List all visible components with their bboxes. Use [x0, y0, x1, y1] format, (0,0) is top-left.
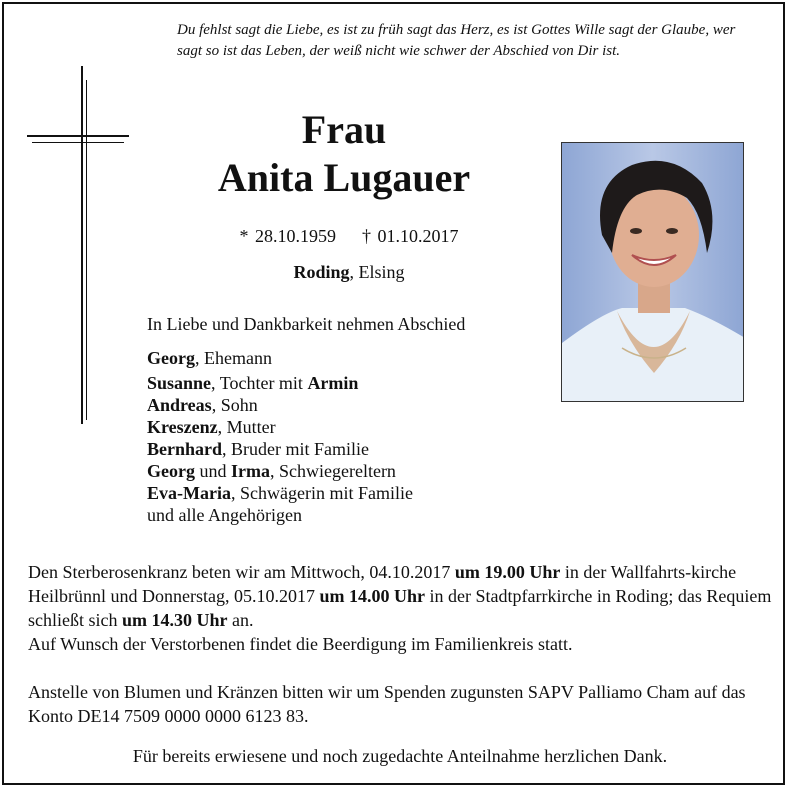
residence-district: , Elsing	[349, 262, 405, 282]
mourner-row: Susanne, Tochter mit Armin	[147, 373, 359, 393]
burial-note: Auf Wunsch der Verstorbenen findet die Beerdigung im Familienkreis statt.	[28, 634, 573, 654]
thanks-line: Für bereits erwiesene und noch zugedachte Anteilnahme herzlichen Dank.	[132, 746, 668, 766]
donation-request: Anstelle von Blumen und Kränzen bitten wir um Spenden zugunsten SAPV Palliamo Cham auf das Konto DE14 7509 0000 0000 6123 83.	[28, 682, 746, 726]
service-announcement: Den Sterberosenkranz beten wir am Mittwoch, 04.10.2017 um 19.00 Uhr in der Wallfahrts-kirche Heilbrünnl und Donnerstag, 05.10.2017 um 14.00 Uhr in der Stadtpfarrkirche in Roding; das Requiem schließt sich um 14.30 Uhr an. Auf Wunsch der Verstorbenen findet die Beerdigung im Familienkreis statt.	[28, 562, 772, 654]
mourner-row: Andreas, Sohn	[147, 395, 258, 415]
memorial-quote: Du fehlst sagt die Liebe, es ist zu früh sagt das Herz, es ist Gottes Wille sagt der Glaube, wer sagt so ist das Leben, der weiß nicht wie schwer der Abschied von Dir ist.	[177, 22, 736, 59]
deceased-name: Anita Lugauer	[217, 155, 471, 200]
residence-town: Roding	[293, 262, 350, 282]
mourner-row: Eva-Maria, Schwägerin mit Familie	[147, 483, 413, 503]
deceased-name-block	[164, 106, 524, 202]
mourner-row: Bernhard, Bruder mit Familie	[147, 439, 369, 459]
mourner-row: Georg und Irma, Schwiegereltern	[147, 461, 396, 481]
death-date: † 01.10.2017	[362, 226, 459, 246]
life-dates	[164, 224, 534, 248]
portrait-photo	[561, 142, 744, 402]
cross-icon	[24, 66, 134, 426]
obituary-frame	[2, 2, 785, 785]
farewell-line: In Liebe und Dankbarkeit nehmen Abschied	[147, 314, 466, 334]
mourner-row: Kreszenz, Mutter	[147, 417, 276, 437]
birth-date: * 28.10.1959	[239, 226, 336, 246]
mourner-row: Georg, Ehemann	[147, 348, 272, 368]
mourner-row: und alle Angehörigen	[147, 505, 302, 525]
residence	[164, 260, 534, 284]
mourners-list	[147, 347, 413, 526]
salutation: Frau	[301, 107, 387, 152]
